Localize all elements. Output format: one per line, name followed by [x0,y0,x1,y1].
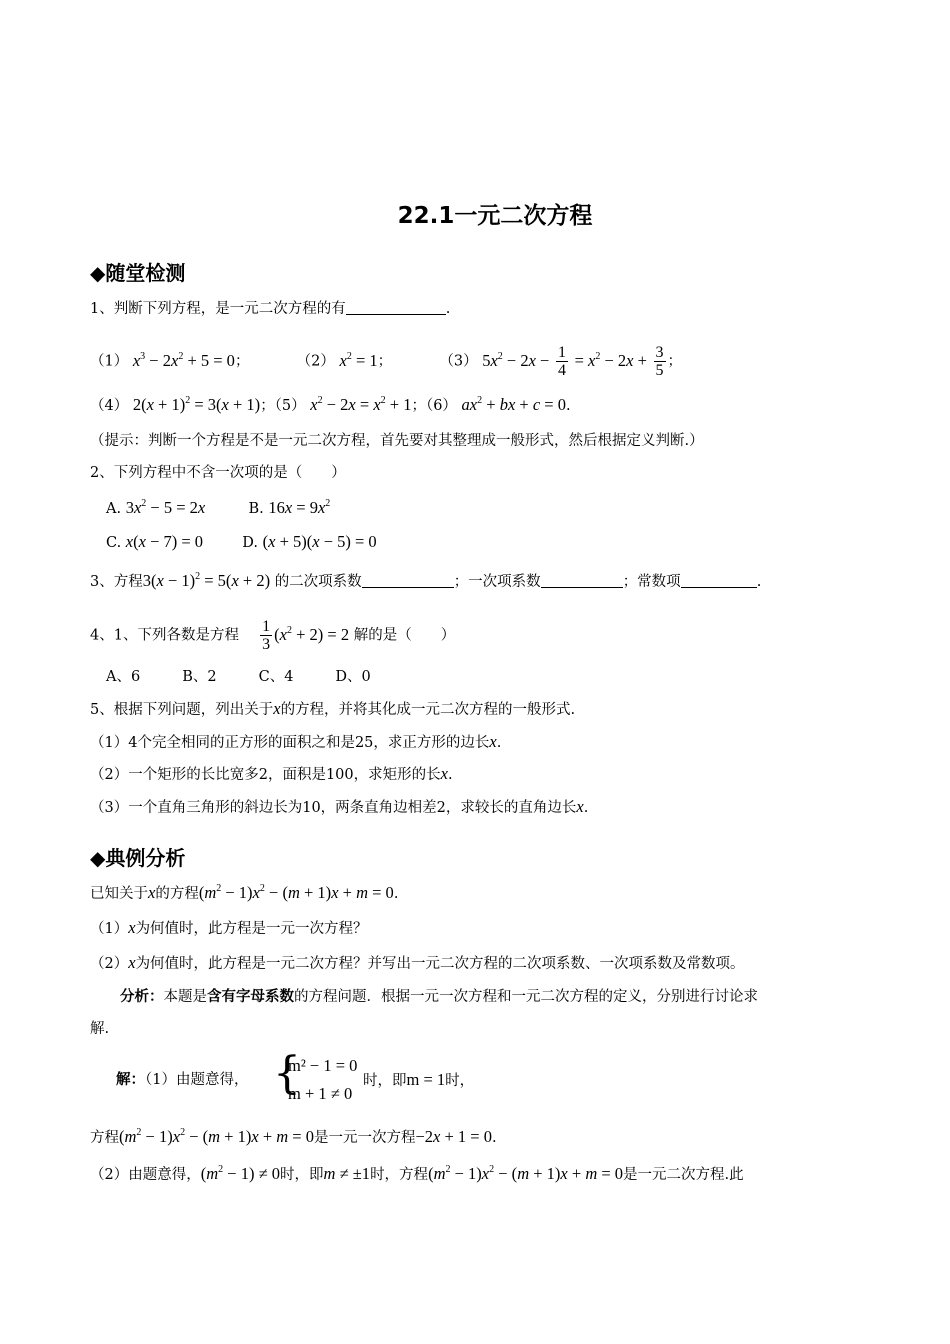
separator: ； [377,353,393,370]
option-a: A、6 [106,669,141,685]
solution-line-text-b: 是一元一次方程 [313,1130,416,1146]
analysis-label: 分析： [120,988,164,1005]
solution-part-2-text-a: （2）由题意得， [90,1167,201,1183]
analysis-continuation: 解. [90,1021,110,1037]
solution-label: 解： [116,1071,145,1088]
system-equation-2: m + 1 ≠ 0 [288,1084,353,1103]
example-part-1-text: 为何值时，此方程是一元一次方程？ [135,921,368,937]
period: . [565,398,571,414]
var-x: x [576,797,584,816]
question-4-options [106,666,371,688]
example-equation: $(m^2 - 1)x^2 - (m + 1)x + m = 0$ [198,883,394,902]
solution-part-1-result [363,1069,474,1092]
question-2-options-row2 [106,531,377,554]
separator: ； [667,353,683,370]
answer-blank [346,300,446,315]
option-b: B、2 [182,669,217,685]
equation-4: $2(x + 1)^2 = 3(x + 1)$ [132,395,261,414]
example-part-2 [90,952,745,975]
period: . [492,1130,497,1146]
question-3-part-c: ；常数项 [622,574,681,590]
solution-part-2-text-c: 时，方程 [370,1167,429,1183]
question-5-part-1: （1）4个完全相同的正方形的面积之和是25，求正方形的边长x. [90,732,502,751]
option-c: C、4 [258,669,294,685]
solution-part-2-text-d: 是一元二次方程.此 [623,1167,744,1183]
analysis-keyword: 含有字母系数 [207,988,294,1005]
question-1-text: 1、判断下列方程，是一元二次方程的有 [90,301,346,317]
nonzero-condition: $(m^2 - 1) \ne 0$ [200,1164,281,1183]
solution-part-2-text-b: 时，即 [280,1167,324,1183]
option-b-equation: $16x = 9x^2$ [268,498,331,517]
solution-text-c: 时， [445,1073,475,1089]
question-3-equation: $3(x - 1)^2 = 5(x + 2)$ [142,571,271,590]
example-intro: 已知关于x的方程$(m^2 - 1)x^2 - (m + 1)x + m = 0$. [90,883,399,902]
answer-blank [541,573,623,588]
item-label: （2） [90,956,129,972]
separator: ； [234,353,250,370]
question-2-options-row1 [106,497,330,520]
question-4-suffix: 解的是（ ） [353,627,456,644]
m-not-plus-minus-one: m ≠ ±1 [323,1164,371,1183]
example-text-a: 已知关于 [90,886,148,902]
solution-line [90,1126,497,1149]
solution-part-2 [90,1163,744,1186]
question-3-text: 3、方程 [90,574,143,590]
var-x: x [440,764,448,783]
item-label: （2） [296,353,335,370]
section-heading-example: ◆典例分析 [90,846,186,870]
page-title: 22.1一元二次方程 [397,203,593,229]
item-label: （3） [439,353,478,370]
question-5-part-3: （3）一个直角三角形的斜边长为10，两条直角边相差2，求较长的直角边长x. [90,797,589,816]
question-3 [90,570,761,593]
fraction-one-quarter: $\frac{1}{4}$ [557,344,566,379]
question-1-intro [90,298,450,320]
item-label: （1） [90,921,129,937]
item-label: ；（5） [260,398,306,414]
equation-6: $ax^2$ + bx + c = 0 [461,395,566,414]
option-c-equation: x(x − 7) = 0 [125,532,204,551]
question-5-intro [90,698,575,721]
solution-text-a: （1）由题意得， [145,1072,249,1088]
solution-text-b: 时，即 [363,1073,407,1089]
section-heading-practice: ◆随堂检测 [90,261,186,285]
linear-equation: −2x + 1 = 0 [415,1127,492,1146]
fraction-one-third: $\frac{1}{3}$ [262,618,271,653]
option-label: D. [242,535,258,551]
fraction-three-fifths: $\frac{3}{5}$ [655,344,664,379]
example-part-1 [90,917,368,940]
item-label: （4） [90,398,129,414]
var-x: x [128,953,136,972]
analysis-text-b: 的方程问题．根据一元一次方程和一元二次方程的定义，分别进行讨论求 [294,989,758,1005]
question-3-part-a: 的二次项系数 [274,574,362,590]
example-part-2-text: 为何值时，此方程是一元二次方程？并写出一元二次方程的二次项系数、一次项系数及常数项。 [135,956,745,972]
solution-line-text-a: 方程 [90,1130,119,1146]
item-label: （1） [90,353,129,370]
question-1-equations-row2 [90,394,571,417]
equation-3: $5x^2 - 2x$ − [482,350,550,370]
var-x: x [273,699,281,718]
solution-part-1 [116,1069,248,1091]
question-1-hint: （提示：判断一个方程是不是一元二次方程，首先要对其整理成一般形式，然后根据定义判断.） [90,433,704,449]
option-label: B. [248,501,264,517]
question-4-equation: $(x^2 + 2) = 2$ [274,624,350,644]
period: . [756,574,762,590]
system-equation-1: m² − 1 = 0 [288,1056,358,1075]
question-5-part-2: （2）一个矩形的长比宽多2，面积是100，求矩形的长x. [90,764,453,783]
example-text-b: 的方程 [155,886,199,902]
answer-blank [681,573,757,588]
option-label: A. [106,501,122,517]
equation-2: $x^2 = 1$ [339,350,378,370]
question-2-text: 2、下列方程中不含一次项的是（ ） [90,465,346,481]
system-brace: { [273,1048,301,1099]
question-5-text-b: 的方程，并将其化成一元二次方程的一般形式. [280,702,576,718]
equation-5: $x^2 - 2x = x^2 + 1$ [310,395,412,414]
m-equals-one: m = 1 [406,1070,446,1089]
question-4-text: 4、1、下列各数是方程 [90,627,239,644]
analysis [120,986,758,1008]
var-x: x [489,732,497,751]
analysis-text-a: 本题是 [163,989,207,1005]
example-equation: $(m^2 - 1)x^2 - (m + 1)x + m = 0$ [119,1127,314,1146]
answer-blank [362,573,454,588]
question-3-part-b: ；一次项系数 [453,574,541,590]
example-equation: $(m^2 - 1)x^2 - (m + 1)x + m = 0$ [428,1164,624,1183]
equation-1: $x^3 - 2x^2 + 5 = 0$ [132,350,235,370]
option-label: C. [106,535,122,551]
question-5-part-2-text: （2）一个矩形的长比宽多2，面积是100，求矩形的长 [90,767,441,783]
option-d: D、0 [335,669,371,685]
period: . [445,301,451,317]
question-5-part-3-text: （3）一个直角三角形的斜边长为10，两条直角边相差2，求较长的直角边长 [90,800,577,816]
item-label: ；（6） [411,398,457,414]
option-d-equation: (x + 5)(x − 5) = 0 [262,532,377,551]
var-x: x [128,918,136,937]
question-5-part-1-text: （1）4个完全相同的正方形的面积之和是25，求正方形的边长 [90,735,490,751]
option-a-equation: $3x^2 - 5 = 2x$ [125,498,206,517]
question-4 [90,618,455,653]
var-x: x [148,883,156,902]
question-1-equations-row1: （1） $x^3 - 2x^2 + 5 = 0$； （2） $x^2 = 1$； （3） $5x^2 - 2x$ − $\frac{1}{4}$ = $x^2 - 2x$ + $\frac{3}{5}$ ； [90,344,683,379]
question-5-text-a: 5、根据下列问题，列出关于 [90,702,274,718]
